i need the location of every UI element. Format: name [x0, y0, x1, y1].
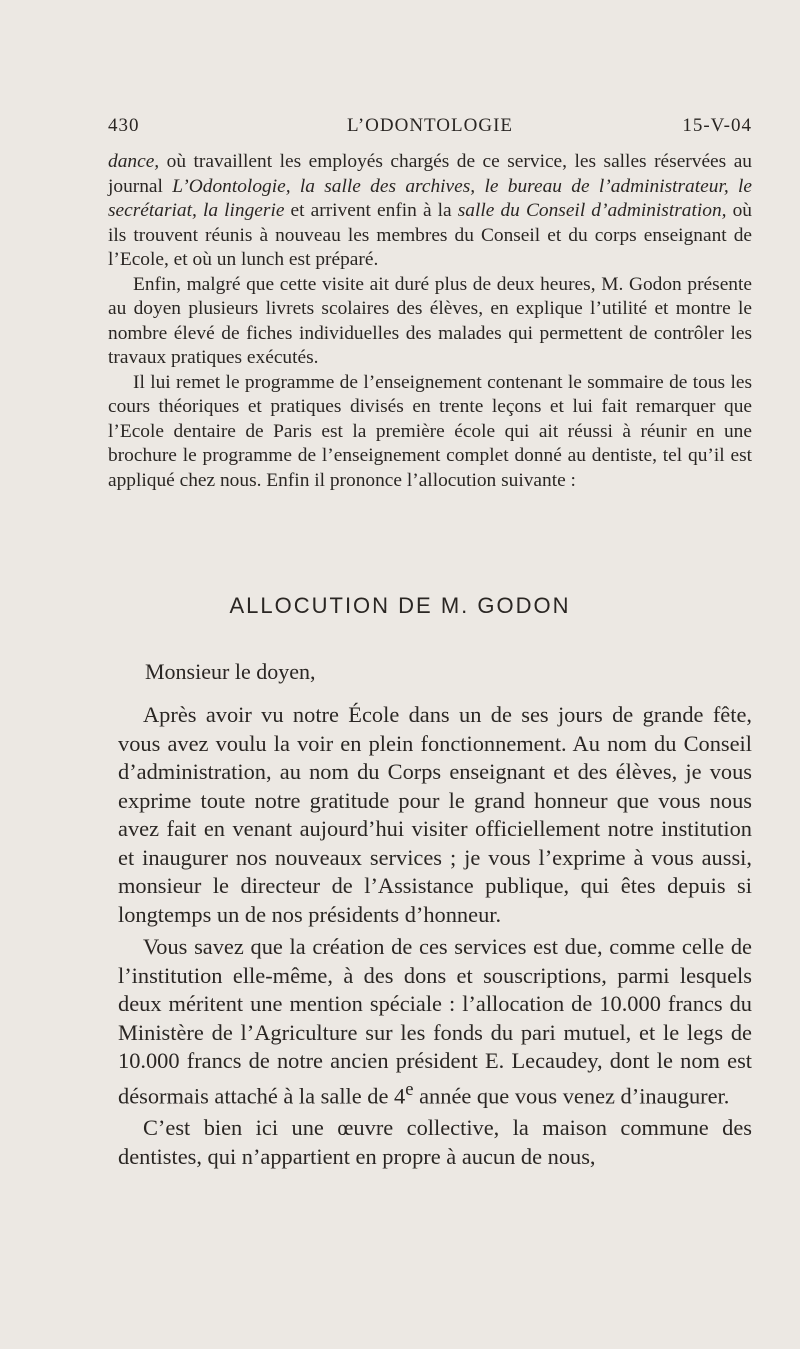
section-title: ALLOCUTION DE M. GODON	[229, 593, 571, 618]
intro-text	[108, 150, 752, 493]
text-run: Vous savez que la création de ces services est due, comme celle de l’institution elle-même, à des dons et souscriptions, parmi lesquels deux méritent une mention spéciale : l’allocation de 10.000 francs du Ministère de l’Agriculture sur les fonds du pari mutuel, et le legs de 10.000 francs de notre ancien président E. Lecaudey, dont le nom est désormais attaché à la salle de 4	[118, 934, 752, 1108]
speech-paragraph-3: C’est bien ici une œuvre collective, la maison commune des dentistes, qui n’appartient en propre à aucun de nous,	[118, 1115, 752, 1169]
issue-date: 15-V-04	[682, 115, 752, 136]
page-number: 430	[108, 115, 140, 136]
text-run: où travaillent les employés chargés de ce service, les salles réservées au journal	[108, 151, 752, 197]
speech-paragraph-2	[118, 933, 752, 1110]
speech-text	[118, 701, 752, 1171]
salutation: Monsieur le doyen,	[145, 659, 316, 684]
running-title: L’ODONTOLOGIE	[346, 115, 514, 136]
speech-paragraph-1: Après avoir vu notre École dans un de ses jours de grande fête, vous avez voulu la voir en plein fonctionnement. Au nom du Conseil d’administration, au nom du Corps enseignant et des élèves, je vous exprime toute notre gratitude pour le grand honneur que vous nous avez fait en venant aujourd’hui visiter officiellement notre institution et inaugurer nos nouveaux services ; je vous l’exprime à vous aussi, monsieur le directeur de l’Assistance publique, qui êtes depuis si longtemps un de nos présidents d’honneur.	[118, 702, 752, 927]
italic-text: salle du Conseil d’administration,	[457, 200, 727, 221]
text-run: où ils trouvent réunis à nouveau les membres du Conseil et du corps enseignant de l’Ecole, et où un lunch est préparé.	[108, 200, 752, 270]
text-run: et arrivent enfin à la	[284, 200, 458, 221]
text-run: année que vous venez d’inaugurer.	[413, 1082, 730, 1108]
intro-paragraph-3: Il lui remet le programme de l’enseignement contenant le sommaire de tous les cours théoriques et pratiques divisés en trente leçons et lui fait remarquer que l’Ecole dentaire de Paris est la première école qui ait réussi à réunir en une brochure le programme de l’enseignement complet donné au dentiste, tel qu’il est appliqué chez nous. Enfin il prononce l’allocution suivante :	[108, 371, 752, 491]
intro-paragraph-2: Enfin, malgré que cette visite ait duré plus de deux heures, M. Godon présente au doyen plusieurs livrets scolaires des élèves, en explique l’utilité et montre le nombre élevé de fiches individuelles des malades qui permettent de contrôler les travaux pratiques exécutés.	[108, 273, 752, 368]
italic-text: L’Odontologie, la salle des archives, le bureau de l’administrateur, le secrétariat, la lingerie	[108, 175, 752, 221]
italic-text: dance,	[108, 151, 160, 172]
intro-paragraph-1	[108, 150, 752, 273]
superscript: e	[405, 1078, 414, 1100]
running-header	[108, 115, 752, 139]
